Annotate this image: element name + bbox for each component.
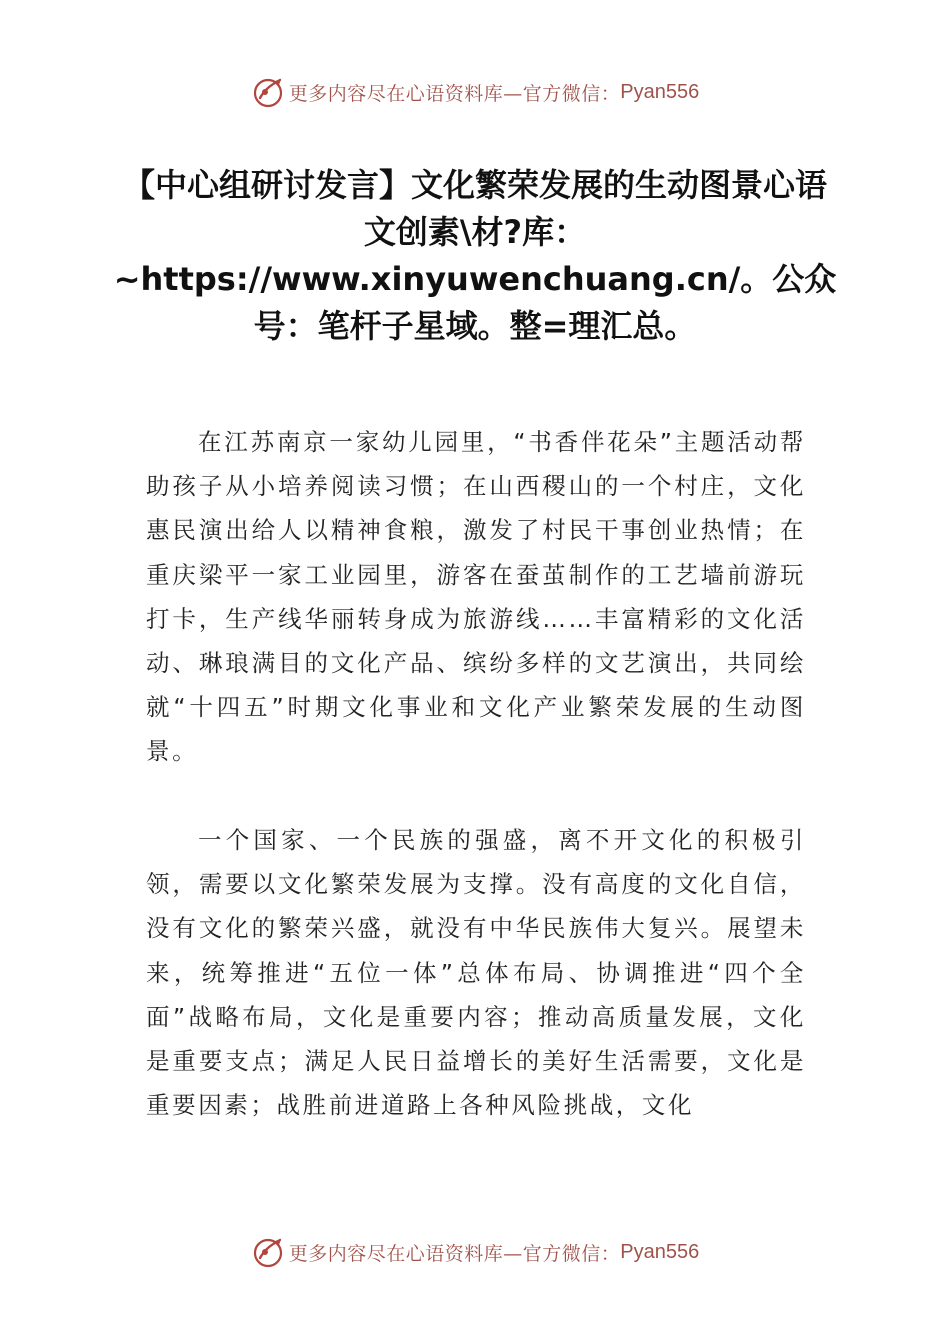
footer-banner [0,1232,950,1272]
document-title: 【中心组研讨发言】文化繁荣发展的生动图景心语文创素\材?库：~https://www.xinyuwenchuang.cn/。公众号：笔杆子星域。整=理汇总。 [113,166,837,345]
wechat-id: Pyan556 [620,1240,700,1263]
header-banner [0,72,950,112]
body-paragraph-2: 一个国家、一个民族的强盛，离不开文化的积极引领，需要以文化繁荣发展为支撑。没有高度的文化自信，没有文化的繁荣兴盛，就没有中华民族伟大复兴。展望未来，统筹推进“五位一体”总体布局、协调推进“四个全面”战略布局，文化是重要内容；推动高质量发展，文化是重要支点；满足人民日益增长的美好生活需要，文化是重要因素；战胜前进道路上各种风险挑战，文化 [146,826,806,1120]
banner-text: 更多内容尽在心语资料库—官方微信： [288,82,621,105]
banner-text: 更多内容尽在心语资料库—官方微信： [288,1242,621,1265]
wechat-id: Pyan556 [620,80,700,103]
logo-icon [251,1235,285,1269]
body-paragraph-1: 在江苏南京一家幼儿园里，“书香伴花朵”主题活动帮助孩子从小培养阅读习惯；在山西稷山的一个村庄，文化惠民演出给人以精神食粮，激发了村民干事创业热情；在重庆梁平一家工业园里，游客在蚕茧制作的工艺墙前游玩打卡，生产线华丽转身成为旅游线……丰富精彩的文化活动、琳琅满目的文化产品、缤纷多样的文艺演出，共同绘就“十四五”时期文化事业和文化产业繁荣发展的生动图景。 [146,428,806,766]
logo-icon [251,75,285,109]
